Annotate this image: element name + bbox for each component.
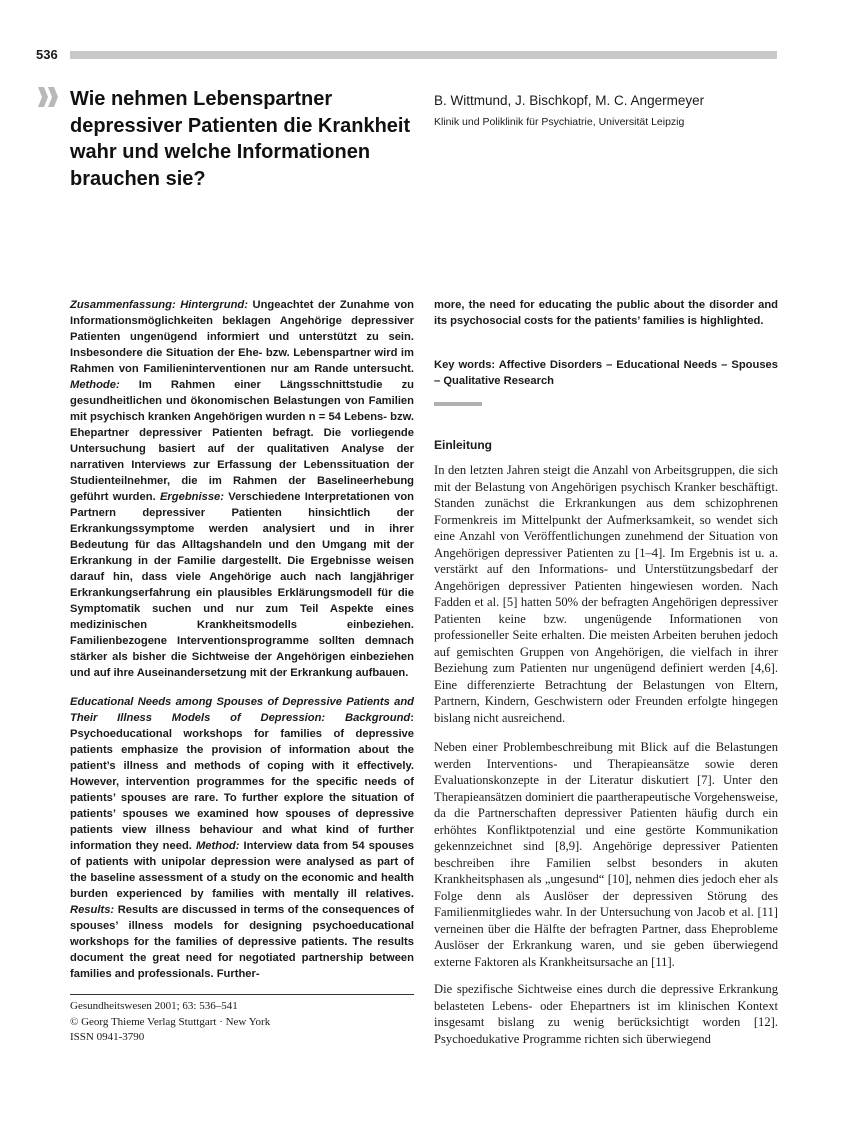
keywords-label: Key words: — [434, 359, 496, 371]
methods-text: Interview data from 54 spouses of patients with unipolar depression were analysed as part of the baseline assessment of a study on the economic and health burden experienced by families with mentally ill relatives. — [70, 840, 415, 900]
body-paragraph: Die spezifische Sichtweise eines durch die depressive Erkrankung belasteten Lebens- oder Ehepartners ist im klinischen Kontext insgesamt bislang zu wenig berücksichtigt worden [12]. Psychoedukative Programme richten sich überwiegend — [434, 982, 778, 1046]
abstract-label: Zusammenfassung: — [70, 299, 176, 311]
article-title: Wie nehmen Lebenspartner depressiver Patienten die Krankheit wahr und welche Informationen brauchen sie? — [70, 88, 411, 190]
footer — [70, 999, 270, 1046]
abstract-english-continued: more, the need for educating the public about the disorder and its psychosocial costs for the patients’ families is highlighted. — [434, 299, 778, 327]
abstract-german — [70, 297, 414, 681]
publisher: © Georg Thieme Verlag Stuttgart · New York — [70, 1015, 271, 1028]
section-heading: Einleitung — [434, 438, 492, 452]
header-rule — [70, 51, 777, 59]
results-text: Verschiedene Interpretationen von Partnern depressiver Patienten hinsichtlich der Erkrankungssymptome werden analysiert und in ihrer Bedeutung für das Alltagshandeln und den Umgang mit der Erkrankung in der Familie dargestellt. Die Ergebnisse weisen darauf hin, dass viele Angehörige auch nach langjähriger Erkrankungserfahrung ein plausibles Erklärungsmodell für die Symptomatik suchen und nur zum Teil Aspekte eines medizinischen Krankheitsmodells einbeziehen. Familienbezogene Interventionsprogramme sollten demnach stärker als bisher die Sichtweise der Angehörigen einbeziehen und auf ihre Auseinandersetzung mit der Erkrankung aufbauen. — [70, 491, 415, 679]
background-text: Ungeachtet der Zunahme von Informationsmöglichkeiten beklagen Angehörige depressiver Patienten ungenügend informiert und unterstützt zu sein. Insbesondere die Situation der Ehe- bzw. Lebenspartner wird im Rahmen von Familieninterventionen nur am Rande untersucht. — [70, 299, 415, 375]
background-text: : Psychoeducational workshops for families of depressive patients emphasize the provision of information about the patient’s illness and methods of coping with it effectively. However, intervention programmes for the specific needs of patients’ spouses are rare. To further explore the situation of patients’ spouses we examined how spouses of depressive patients view illness behaviour and what kind of further information they need. — [70, 712, 414, 852]
body-paragraph: In den letzten Jahren steigt die Anzahl von Arbeitsgruppen, die sich mit der Belastung von Angehörigen psychisch Kranker beschäftigt. Standen zunächst die Erkrankungen aus dem schizophrenen Formenkreis im Mittelpunkt der Aufmerksamkeit, so wendet sich eine Anzahl von Veröffentlichungen zunehmend der Situation von Angehörigen depressiver Patienten zu [1–4]. Im Ergebnis ist u. a. verstärkt auf den Informations- und Unterstützungsbedarf der Angehörigen depressiver Patienten hingewiesen worden. Nach Fadden et al. [5] hatten 50% der befragten Angehörigen depressiver Patienten keine bzw. ungenügende Informationen von professioneller Seite erhalten. Die meisten Arbeiten beruhen jedoch auf gemischten Gruppen von Angehörigen, die vielfach in ihrer Beziehung zum Patienten nur ungenügend definiert werden [4,6]. Eine differenzierte Betrachtung der Belastungen von Eltern, Partnern, Kindern, Geschwistern oder Freunden erfolgte hingegen bislang nicht ausreichend. — [434, 463, 778, 725]
section-rule — [434, 402, 482, 406]
body-paragraph: Neben einer Problembeschreibung mit Blick auf die Belastungen werden Interventions- und Therapieansätze sowie deren Evaluationskonzepte in der Literatur diskutiert [7]. Unter den Therapieansätzen dominiert die paartherapeutische Vorgehensweise, da die Partnerschaften depressiver Patienten häufig durch ein erhöhtes Konfliktpotenzial und eine gestörte Kommunikation gekennzeichnet sind [8,9]. Angehörige depressiver Patienten beschreiben ihre Familien selbst besonders in akuten Krankheitsphasen als „ungesund“ [10], nehmen dies jedoch eher als Folge denn als Auslöser der depressiven Störung des Familienmitgliedes wahr. In der Untersuchung von Jacob et al. [11] verneinen über die Hälfte der befragten Partner, dass Eheprobleme Auslöser der Erkrankung waren, und sie geben überwiegend externe Faktoren als Krankheitsursache an [11]. — [434, 740, 778, 969]
issn: ISSN 0941-3790 — [70, 1031, 145, 1043]
page-number: 536 — [36, 47, 58, 62]
abstract-english — [70, 694, 414, 982]
results-label: Results: — [70, 904, 115, 916]
results-text: Results are discussed in terms of the consequences of spouses’ illness models for designing psychoeducational workshops for the families of depressive patients. The results document the great need for negotiated partnership between families and professionals. Further- — [70, 904, 414, 980]
keywords — [434, 357, 778, 389]
methods-label: Methode: — [70, 379, 120, 391]
footer-rule — [70, 994, 414, 995]
citation: Gesundheitswesen 2001; 63: 536–541 — [70, 1000, 238, 1012]
chevron-marker-icon — [36, 86, 62, 108]
authors: B. Wittmund, J. Bischkopf, M. C. Angermeyer — [434, 93, 705, 108]
background-label: Hintergrund: — [180, 299, 248, 311]
background-label: Background — [344, 712, 411, 724]
methods-text: Im Rahmen einer Längsschnittstudie zu gesundheitlichen und ökonomischen Belastungen von Familien mit psychisch kranken Angehörigen wurden n = 54 Lebens- bzw. Ehepartner depressiver Patienten befragt. Die vorliegende Untersuchung basiert auf der qualitativen Analyse der narrativen Interviews zur Erfassung der Lebenssituation der Studienteilnehmer, die im Rahmen der Baselineerhebung geführt wurden. — [70, 379, 415, 503]
results-label: Ergebnisse: — [159, 491, 225, 503]
keywords-text: Affective Disorders – Educational Needs – Spouses – Qualitative Research — [434, 359, 778, 387]
english-title: Educational Needs among Spouses of Depressive Patients and Their Illness Models of Depression: — [70, 696, 414, 724]
methods-label: Method: — [195, 840, 240, 852]
affiliation: Klinik und Poliklinik für Psychiatrie, Universität Leipzig — [434, 116, 685, 128]
